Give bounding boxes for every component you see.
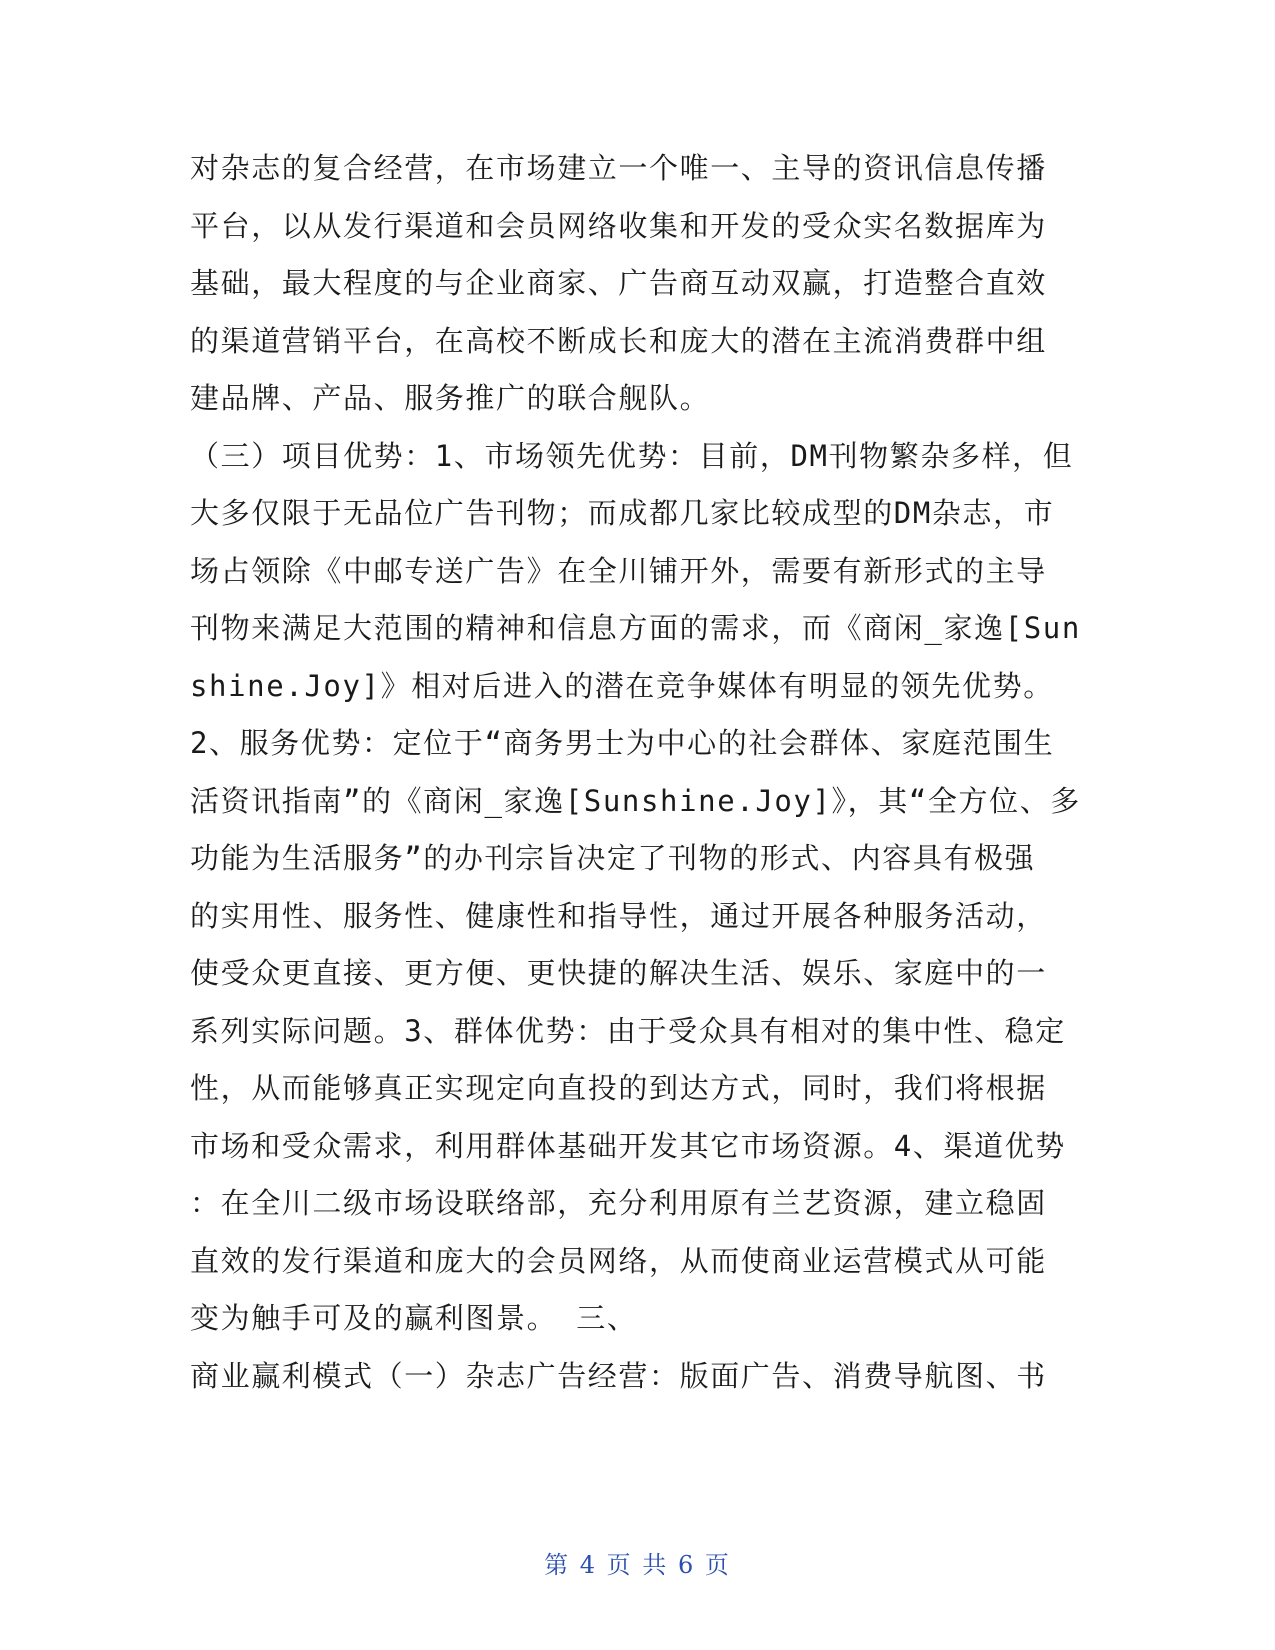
text-line: 直效的发行渠道和庞大的会员网络，从而使商业运营模式从可能: [190, 1243, 1047, 1278]
text-line: 基础，最大程度的与企业商家、广告商互动双赢，打造整合直效: [190, 266, 1047, 300]
text-line: shine.Joy]》相对后进入的潜在竞争媒体有明显的领先优势。: [190, 668, 1054, 703]
text-line: 变为触手可及的赢利图景。 三、: [190, 1301, 638, 1335]
text-line: 系列实际问题。3、群体优势：由于受众具有相对的集中性、稳定: [190, 1013, 1066, 1048]
text-line: 对杂志的复合经营，在市场建立一个唯一、主导的资讯信息传播: [190, 151, 1047, 185]
text-line: 活资讯指南”的《商闲_家逸[Sunshine.Joy]》，其“全方位、多: [190, 783, 1081, 818]
text-line: 商业赢利模式（一）杂志广告经营：版面广告、消费导航图、书: [190, 1358, 1047, 1393]
text-line: 市场和受众需求，利用群体基础开发其它市场资源。4、渠道优势: [190, 1128, 1066, 1163]
text-line: （三）项目优势：1、市场领先优势：目前，DM刊物繁杂多样，但: [190, 438, 1074, 473]
text-line: 建品牌、产品、服务推广的联合舰队。: [190, 381, 711, 415]
text-line: 平台，以从发行渠道和会员网络收集和开发的受众实名数据库为: [190, 208, 1047, 243]
page-number-footer: 第 4 页 共 6 页: [544, 1551, 731, 1579]
text-line: 的渠道营销平台，在高校不断成长和庞大的潜在主流消费群中组: [190, 323, 1047, 358]
text-line: 刊物来满足大范围的精神和信息方面的需求，而《商闲_家逸[Sun: [190, 611, 1081, 645]
text-line: 功能为生活服务”的办刊宗旨决定了刊物的形式、内容具有极强: [190, 841, 1036, 875]
text-line: 性，从而能够真正实现定向直投的到达方式，同时，我们将根据: [190, 1071, 1047, 1105]
text-line: ：在全川二级市场设联络部，充分利用原有兰艺资源，建立稳固: [190, 1186, 1047, 1220]
text-line: 的实用性、服务性、健康性和指导性，通过开展各种服务活动，: [190, 898, 1047, 933]
text-line: 大多仅限于无品位广告刊物；而成都几家比较成型的DM杂志，市: [190, 496, 1055, 530]
text-line: 场占领除《中邮专送广告》在全川铺开外，需要有新形式的主导: [190, 553, 1047, 588]
text-line: 使受众更直接、更方便、更快捷的解决生活、娱乐、家庭中的一: [190, 956, 1047, 990]
document-body: [190, 140, 1090, 1405]
text-line: 2、服务优势：定位于“商务男士为中心的社会群体、家庭范围生: [190, 726, 1055, 760]
